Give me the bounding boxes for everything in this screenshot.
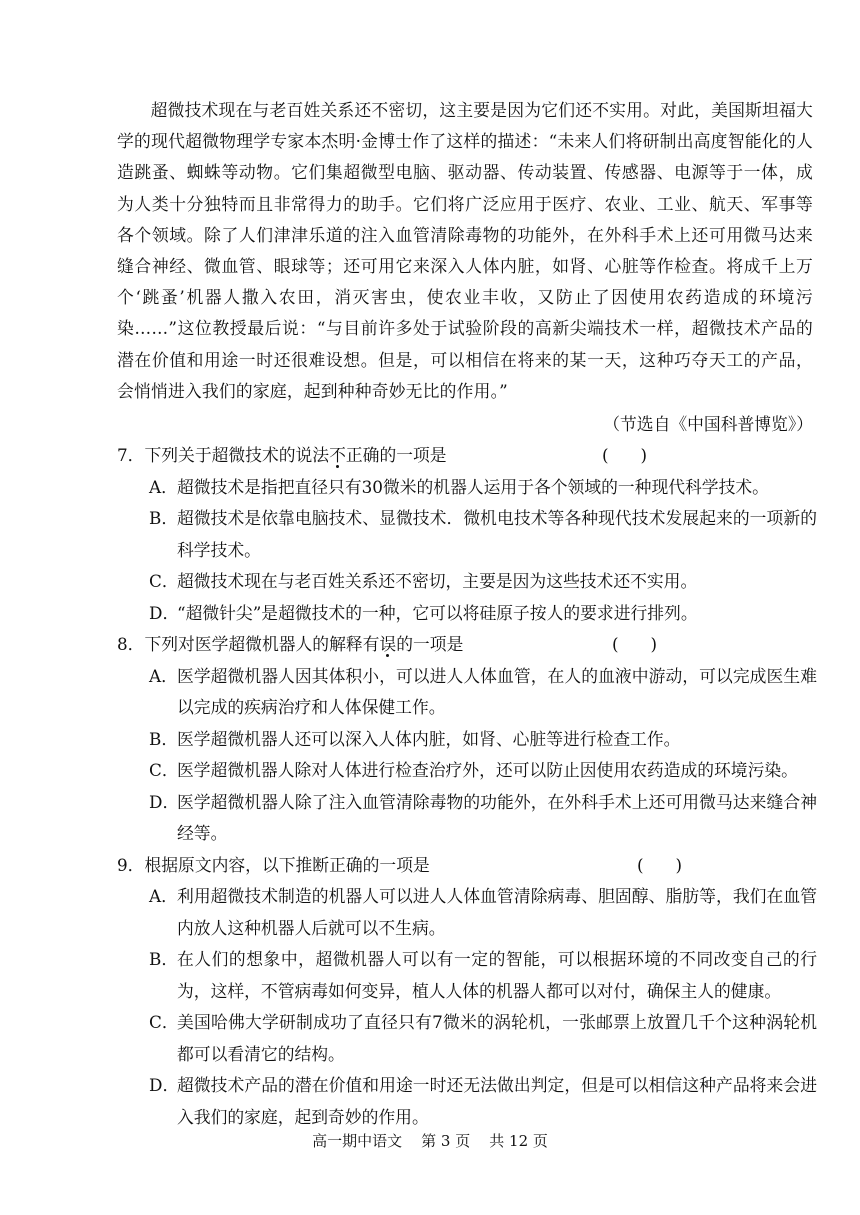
answer-blank[interactable]: ( ) bbox=[612, 634, 658, 654]
option-text: 医学超微机器人除了注入血管清除毒物的功能外，在外科手术上还可用微马达来缝合神经等。 bbox=[177, 791, 817, 843]
option-letter: B． bbox=[149, 728, 179, 749]
option-letter: A． bbox=[149, 476, 178, 497]
answer-blank[interactable]: ( ) bbox=[637, 854, 683, 875]
stem-text: 下列关于超微技术的说法 bbox=[144, 445, 330, 465]
option-letter: D． bbox=[149, 1075, 180, 1095]
question-list bbox=[117, 440, 817, 1133]
option-text: 超微技术是指把直径只有30微米的机器人运用于各个领域的一种现代科学技术。 bbox=[177, 476, 769, 497]
option-d bbox=[117, 598, 817, 630]
option-d bbox=[117, 1070, 817, 1133]
option-letter: A． bbox=[149, 886, 178, 906]
option-text: 医学超微机器人除对人体进行检查治疗外，还可以防止因使用农药造成的环境污染。 bbox=[177, 760, 798, 780]
option-text: 超微技术是依靠电脑技术、显微技术．微机电技术等各种现代技术发展起来的一项新的科学技术。 bbox=[177, 508, 817, 560]
page-footer: 高一期中语文 第 3 页 共 12 页 bbox=[312, 1132, 548, 1150]
option-text: “超微针尖”是超微技术的一种，它可以将硅原子按人的要求进行排列。 bbox=[177, 602, 698, 623]
option-letter: B． bbox=[149, 508, 179, 528]
option-text: 超微技术产品的潜在价值和用途一时还无法做出判定，但是可以相信这种产品将来会进入我们的家庭，起到奇妙的作用。 bbox=[177, 1075, 817, 1127]
passage-source: （节选自《中国科普博览》） bbox=[603, 414, 813, 434]
option-letter: C． bbox=[149, 571, 179, 591]
option-b bbox=[117, 503, 817, 566]
option-c bbox=[117, 755, 817, 787]
option-text: 美国哈佛大学研制成功了直径只有7微米的涡轮机，一张邮票上放置几千个这种涡轮机都可以看清它的结构。 bbox=[177, 1012, 817, 1064]
question-number: 8． bbox=[117, 634, 145, 654]
emphasis-char: 不 bbox=[329, 445, 346, 465]
option-c bbox=[117, 1007, 817, 1070]
option-letter: C． bbox=[149, 760, 179, 780]
question-number: 9． bbox=[117, 854, 145, 875]
question-9 bbox=[117, 850, 817, 1134]
emphasis-char: 误 bbox=[379, 634, 397, 654]
option-text: 在人们的想象中，超微机器人可以有一定的智能，可以根据环境的不同改变自己的行为，这样，不管病毒如何变异，植人人体的机器人都可以对付，确保主人的健康。 bbox=[177, 949, 817, 1001]
option-b bbox=[117, 944, 817, 1007]
option-text: 利用超微技术制造的机器人可以进人人体血管清除病毒、胆固醇、脂肪等，我们在血管内放人这种机器人后就可以不生病。 bbox=[177, 886, 817, 938]
option-letter: C． bbox=[149, 1012, 179, 1032]
option-text: 医学超微机器人因其体积小，可以进人人体血管，在人的血液中游动，可以完成医生难以完成的疾病治疗和人体保健工作。 bbox=[177, 665, 817, 717]
question-stem bbox=[117, 629, 817, 661]
stem-text: 下列对医学超微机器人的解释有 bbox=[144, 634, 380, 654]
question-stem bbox=[117, 440, 817, 472]
answer-blank[interactable]: ( ) bbox=[602, 445, 648, 465]
option-text: 超微技术现在与老百姓关系还不密切，主要是因为这些技术还不实用。 bbox=[177, 571, 698, 591]
question-number: 7． bbox=[117, 445, 145, 465]
stem-text: 根据原文内容，以下推断正确的一项是 bbox=[144, 854, 430, 875]
question-7 bbox=[117, 440, 817, 629]
option-a bbox=[117, 472, 817, 504]
question-stem bbox=[117, 850, 817, 882]
passage-paragraph: 超微技术现在与老百姓关系还不密切，这主要是因为它们还不实用。对此，美国斯坦福大学的现代超微物理学专家本杰明·金博士作了这样的描述：“未来人们将研制出高度智能化的人造跳蚤、蜘蛛等动物。它们集超微型电脑、驱动器、传动装置、传感器、电源等于一体，成为人类十分独特而且非常得力的助手。它们将广泛应用于医疗、农业、工业、航天、军事等各个领域。除了人们津津乐道的注入血管清除毒物的功能外，在外科手术上还可用微马达来缝合神经、微血管、眼球等；还可用它来深入人体内脏，如肾、心脏等作检查。将成千上万个‘跳蚤’机器人撒入农田，消灭害虫，使农业丰收，又防止了因使用农药造成的环境污染……”这位教授最后说：“与目前许多处于试验阶段的高新尖端技术一样，超微技术产品的潜在价值和用途一时还很难设想。但是，可以相信在将来的某一天，这种巧夺天工的产品，会悄悄进入我们的家庭，起到种种奇妙无比的作用。” bbox=[117, 100, 813, 401]
question-8 bbox=[117, 629, 817, 850]
reading-passage bbox=[117, 95, 813, 407]
option-letter: B． bbox=[149, 949, 179, 969]
option-text: 医学超微机器人还可以深入人体内脏，如肾、心脏等进行检查工作。 bbox=[177, 728, 681, 749]
stem-text-end: 正确的一项是 bbox=[345, 445, 447, 465]
option-a bbox=[117, 881, 817, 944]
option-letter: A． bbox=[149, 665, 178, 686]
stem-text-end: 的一项是 bbox=[396, 634, 464, 654]
option-b bbox=[117, 724, 817, 756]
option-a bbox=[117, 661, 817, 724]
option-letter: D． bbox=[149, 602, 180, 623]
option-c bbox=[117, 566, 817, 598]
option-d bbox=[117, 787, 817, 850]
option-letter: D． bbox=[149, 791, 180, 812]
